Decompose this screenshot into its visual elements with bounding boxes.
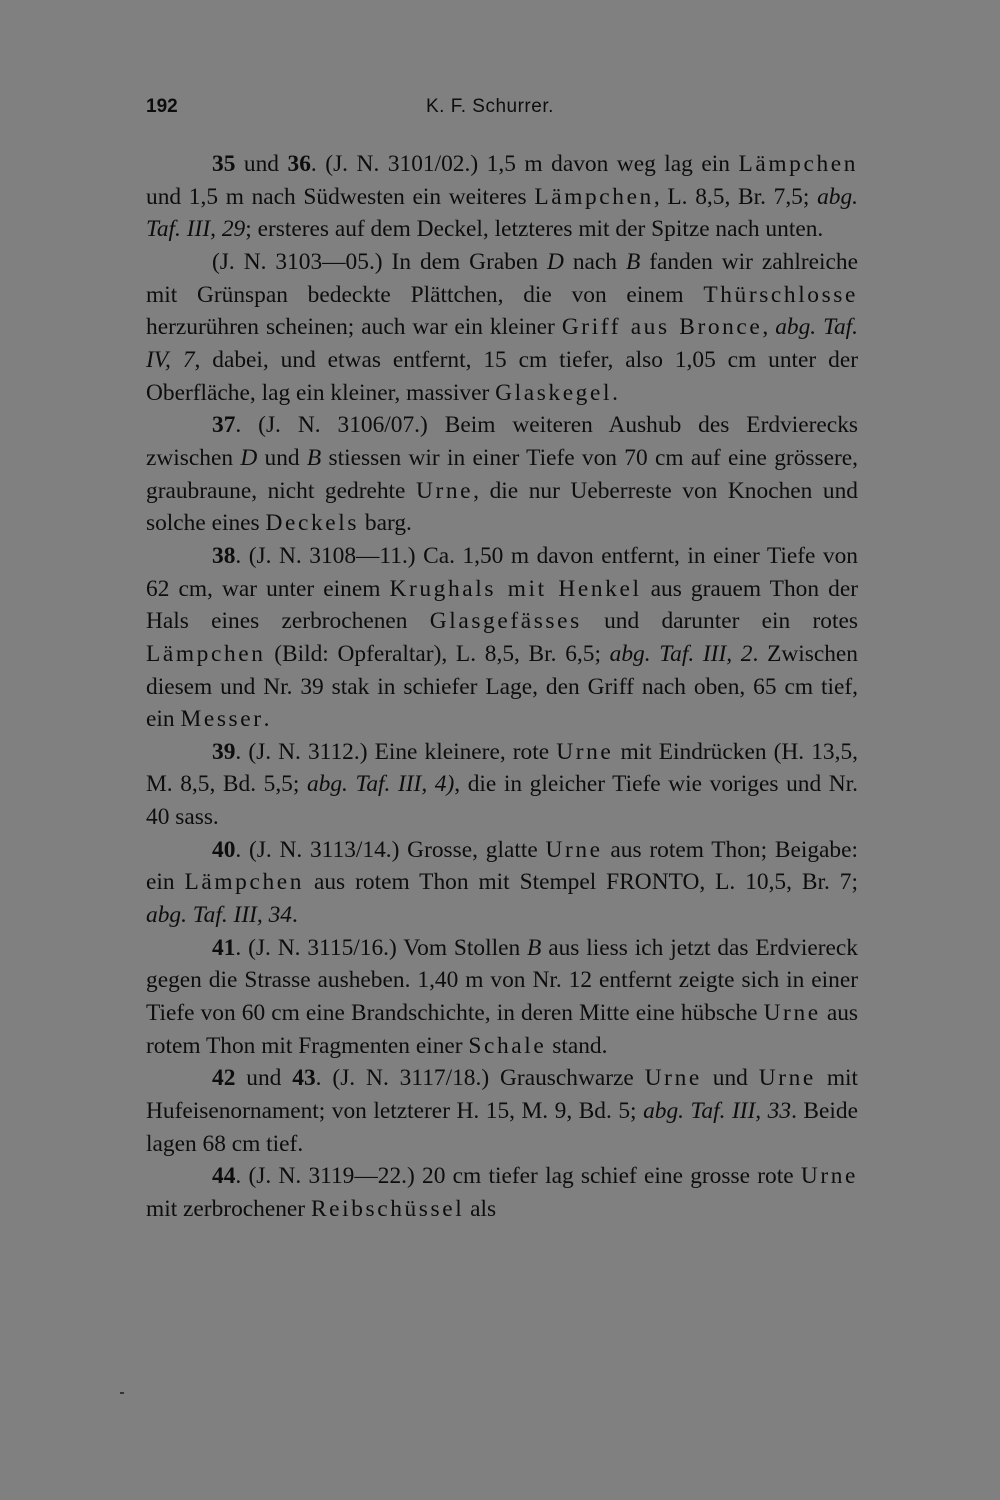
italic-text: abg. Taf. III, 29 (146, 183, 858, 243)
text-run: (J. N. 3103—05.) In dem Graben (212, 248, 547, 275)
running-title: K. F. Schurrer. (426, 96, 554, 117)
paragraph-44 (146, 1160, 858, 1225)
spaced-term: Thürschlosse (703, 281, 858, 308)
text-run: aus grauem Thon der Hals eines zerbrochenen (146, 575, 858, 635)
text-run: aus rotem Thon; Beigabe: ein (146, 836, 858, 896)
text-run: aus rotem Thon mit Fragmenten einer (146, 1000, 859, 1059)
paragraph-41 (146, 932, 858, 1063)
text-run: mit Hufeisenornament; von letzterer H. 15, M. 9, Bd. 5; (146, 1065, 859, 1125)
entry-number: 39 (212, 738, 236, 765)
text-run: stand. (546, 1032, 608, 1059)
text-run: stiessen wir in einer Tiefe von 70 cm auf eine grössere, graubraune, nicht gedrehte (146, 444, 859, 504)
text-run: , (762, 314, 776, 341)
entry-number: 41 (212, 934, 236, 961)
paragraph-40 (146, 834, 858, 932)
text-run: . (J. N. 3119—22.) 20 cm tiefer lag schief eine grosse rote (235, 1163, 801, 1190)
text-run: , die in gleicher Tiefe wie voriges und Nr. 40 sass. (146, 771, 858, 831)
text-run: und (257, 444, 307, 471)
text-run: . (J. N. 3106/07.) Beim weiteren Aushub des Erdvierecks zwischen (146, 412, 858, 471)
italic-text: abg. Taf. III, 4) (306, 771, 455, 798)
text-run: . (J. N. 3112.) Eine kleinere, rote (235, 738, 557, 765)
paragraph-3103 (146, 246, 858, 409)
text-run: mit zerbrochener (146, 1196, 311, 1222)
italic-text: B (625, 248, 641, 275)
spaced-term: Urne (556, 738, 614, 765)
spaced-term: Messer (180, 706, 264, 733)
spaced-term: Urne (758, 1065, 816, 1092)
spaced-term: Urne (416, 477, 474, 504)
text-run: . (J. N. 3115/16.) Vom Stollen (235, 934, 528, 961)
spaced-term: Urne (545, 836, 603, 863)
text-run: aus rotem Thon mit Stempel FRONTO, L. 10,5, Br. 7; (304, 869, 858, 896)
spaced-term: Lämpchen (146, 640, 266, 667)
entry-number: 35 (212, 151, 236, 177)
spaced-term: Griff aus Bronce (561, 314, 763, 341)
text-run: und (235, 1065, 293, 1092)
paragraph-39 (146, 736, 858, 834)
italic-text: abg. Taf. III, 34 (146, 902, 292, 929)
text-run: fanden wir zahlreiche mit Grünspan bedeckte Plättchen, die von einem (146, 248, 859, 308)
text-run: . (J. N. 3101/02.) 1,5 m davon weg lag ein (310, 151, 739, 177)
italic-text: B (306, 444, 322, 471)
entry-number: 40 (212, 836, 236, 863)
spaced-term: Schale (468, 1032, 547, 1059)
entry-number: 43 (292, 1065, 316, 1092)
text-run: und 1,5 m nach Südwesten ein weiteres (146, 183, 535, 210)
spaced-term: Reibschüssel (310, 1196, 465, 1222)
entry-number: 42 (212, 1065, 236, 1092)
text-run: , dabei, und etwas entfernt, 15 cm tiefer, also 1,05 cm unter der Oberfläche, lag ein kleiner, massiver (146, 346, 858, 406)
italic-text: abg. Taf. III, 33 (643, 1098, 792, 1125)
text-run: . Zwischen diesem und Nr. 39 stak in schiefer Lage, den Griff nach oben, 65 cm tief, ein (146, 640, 859, 733)
spaced-term: Lämpchen (534, 183, 654, 210)
text-run: herzurühren scheinen; auch war ein kleiner (146, 314, 562, 341)
italic-text: abg. Taf. IV, 7 (146, 314, 858, 373)
print-speck (120, 1392, 124, 1394)
text-run: . (263, 706, 270, 733)
italic-text: D (546, 248, 564, 275)
running-header (146, 96, 860, 126)
text-run: barg. (359, 510, 412, 537)
text-run: (Bild: Opferaltar), L. 8,5, Br. 6,5; (265, 640, 610, 667)
spaced-term: Urne (763, 1000, 821, 1027)
text-run: . (292, 902, 298, 929)
spaced-term: Glasgefässes (429, 608, 582, 635)
page-body (146, 148, 858, 1226)
text-run: . (J. N. 3108—11.) Ca. 1,50 m davon entfernt, in einer Tiefe von 62 cm, war unter einem (146, 542, 858, 602)
paragraph-38 (146, 540, 858, 736)
paragraph-42-43 (146, 1062, 858, 1160)
page-number: 192 (146, 96, 178, 117)
text-run: ; ersteres auf dem Deckel, letzteres mit der Spitze nach unten. (245, 216, 824, 243)
entry-number: 37 (212, 412, 236, 439)
text-run: und (701, 1065, 759, 1092)
spaced-term: Krughals mit Henkel (389, 575, 642, 602)
text-run: , die nur Ueberreste von Knochen und solche eines (146, 477, 858, 537)
text-run: aus liess ich jetzt das Erdviereck gegen die Strasse ausheben. 1,40 m von Nr. 12 entfernt zeigte sich in einer Tiefe von 60 cm eine Brandschichte, in deren Mitte eine hübsche (146, 934, 858, 1027)
paragraph-35-36 (146, 148, 858, 246)
spaced-term: Deckels (265, 510, 360, 537)
spaced-term: Urne (644, 1065, 702, 1092)
spaced-term: Glaskegel (495, 379, 613, 406)
text-run: , L. 8,5, Br. 7,5; (653, 183, 818, 210)
entry-number: 44 (212, 1163, 236, 1190)
text-run: mit Eindrücken (H. 13,5, M. 8,5, Bd. 5,5; (146, 738, 858, 798)
italic-text: B (527, 934, 542, 961)
entry-number: 38 (212, 542, 236, 569)
paragraph-37 (146, 409, 858, 540)
entry-number: 36 (287, 151, 311, 177)
italic-text: D (240, 444, 258, 471)
spaced-term: Urne (800, 1163, 858, 1190)
text-run: . (612, 379, 618, 406)
italic-text: abg. Taf. III, 2 (609, 640, 753, 667)
text-run: als (464, 1196, 497, 1222)
text-run: und darunter ein rotes (581, 608, 858, 635)
text-run: . Beide lagen 68 cm tief. (146, 1098, 858, 1157)
text-run: nach (563, 248, 626, 275)
spaced-term: Lämpchen (184, 869, 305, 896)
text-run: und (235, 151, 288, 177)
text-run: . (J. N. 3113/14.) Grosse, glatte (235, 836, 546, 863)
spaced-term: Lämpchen (738, 151, 859, 177)
text-run: . (J. N. 3117/18.) Grauschwarze (315, 1065, 645, 1092)
